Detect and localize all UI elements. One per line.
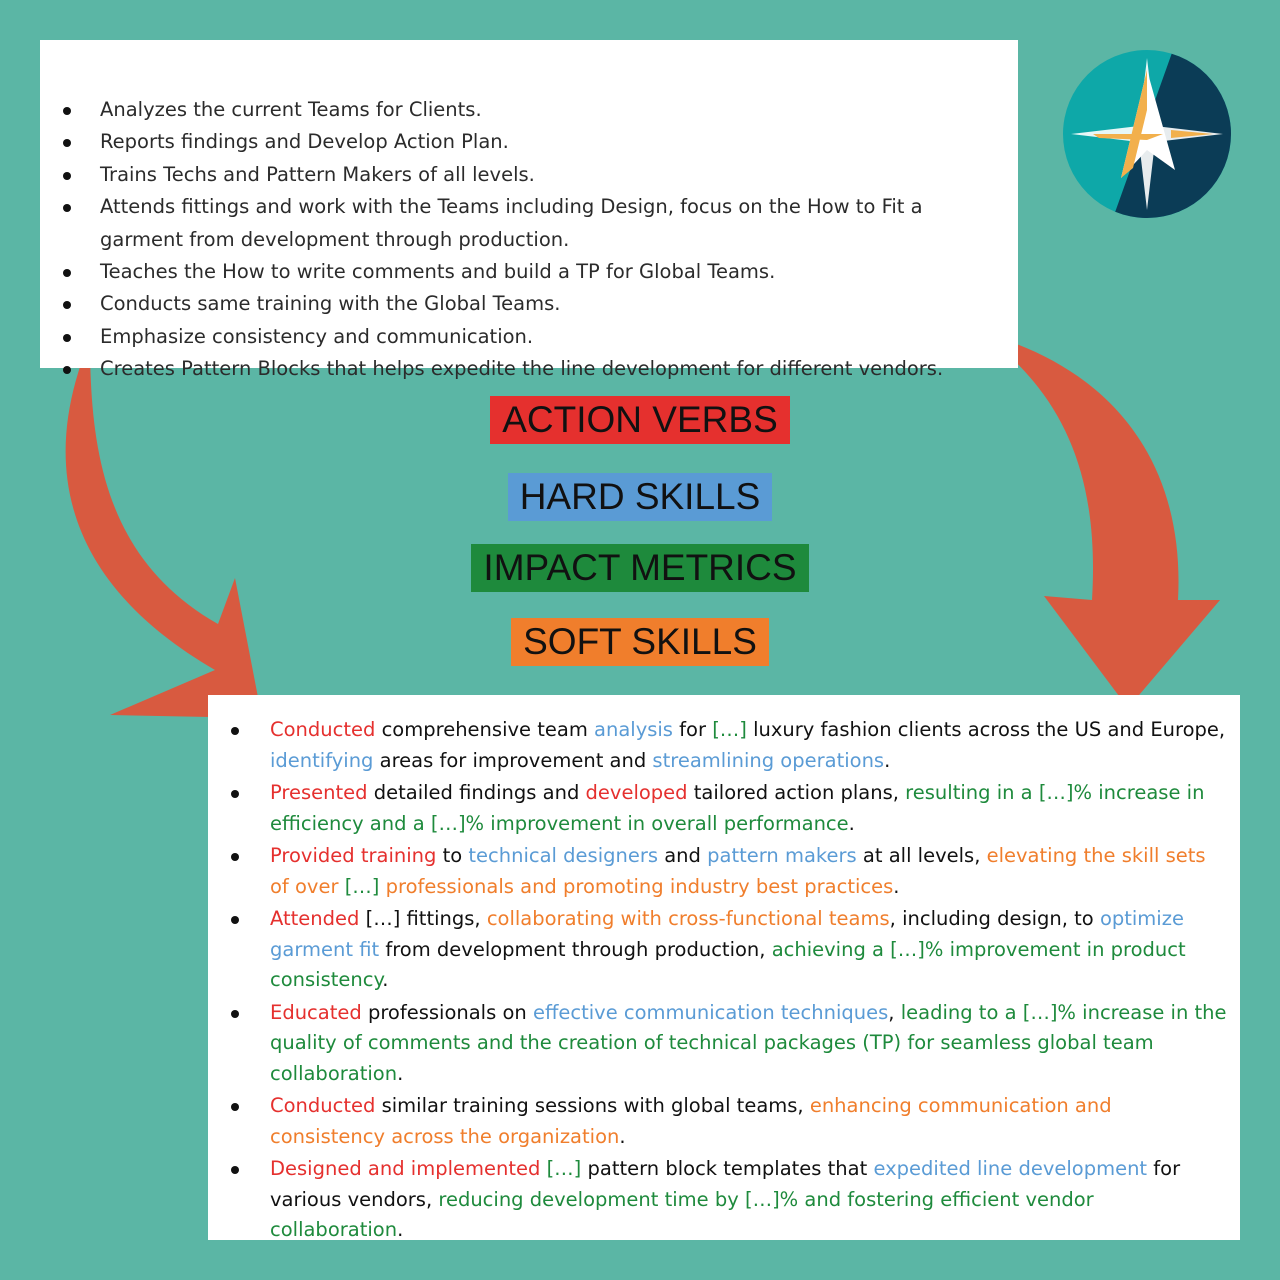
legend-impact-metrics (0, 544, 1280, 592)
original-duties-list (100, 94, 1010, 386)
bullet-segment-green: […] (712, 718, 747, 741)
bullet-segment-red: Conducted (270, 718, 376, 741)
original-duty-item: Conducts same training with the Global Teams. (100, 288, 1010, 320)
improved-bullet-item (270, 1091, 1230, 1152)
bullet-segment-blk: luxury fashion clients across the US and Europe, (746, 718, 1226, 741)
bullet-segment-orange: collaborating with cross-functional teams (486, 907, 890, 930)
bullet-segment-blue: optimize garment fit (270, 907, 1184, 961)
legend-hard-skills-label: HARD SKILLS (508, 473, 773, 521)
bullet-segment-blk: , (888, 1000, 901, 1024)
bullet-segment-blk: comprehensive team (375, 718, 595, 741)
bullet-segment-green: […] (546, 1157, 582, 1180)
bullet-segment-blue: expedited line development (873, 1157, 1148, 1180)
bullet-segment-blk: at all levels, (856, 844, 987, 867)
bullet-segment-blk: for various vendors, (270, 1157, 1181, 1211)
bullet-segment-green: achieving a […]% improvement in product consistency (270, 937, 1186, 991)
bullet-segment-green: […] (344, 874, 380, 898)
original-duty-item: Trains Techs and Pattern Makers of all levels. (100, 159, 1010, 191)
original-duty-item: Attends fittings and work with the Teams including Design, focus on the How to Fit a garment from development through production. (100, 191, 1010, 256)
bullet-segment-blk: and (658, 844, 708, 867)
original-duty-item: Emphasize consistency and communication. (100, 321, 1010, 353)
bullet-segment-green: resulting in a […]% increase in efficiency and a […]% improvement in overall performance (270, 781, 1205, 835)
bullet-segment-red: Designed and implemented (270, 1157, 541, 1180)
bullet-segment-red: developed (585, 781, 688, 804)
bullet-segment-blk: for (672, 718, 713, 741)
bullet-segment-blue: technical designers (468, 844, 659, 867)
bullet-segment-red: Provided training (270, 844, 437, 867)
improved-bullet-item (270, 778, 1230, 839)
bullet-segment-blk: . (848, 811, 855, 835)
original-duties-card (40, 40, 1018, 381)
bullet-segment-blk: , including design, to (889, 907, 1100, 930)
bullet-segment-blk: tailored action plans, (687, 781, 906, 804)
bullet-segment-red: Conducted (270, 1094, 376, 1117)
bullet-segment-blk: pattern block templates that (581, 1157, 874, 1180)
legend-action-verbs-label: ACTION VERBS (490, 396, 790, 444)
legend-soft-skills-label: SOFT SKILLS (511, 618, 769, 666)
original-duty-item: Teaches the How to write comments and build a TP for Global Teams. (100, 256, 1010, 288)
bullet-segment-blk: detailed findings and (367, 781, 586, 804)
bullet-segment-red: Attended (270, 907, 360, 930)
bullet-segment-blk: . (397, 1061, 404, 1085)
legend-impact-metrics-label: IMPACT METRICS (471, 544, 808, 592)
legend-action-verbs (0, 396, 1280, 444)
bullet-segment-orange: enhancing communication and consistency across the organization (270, 1094, 1112, 1148)
improved-bullet-item (270, 1154, 1230, 1246)
improved-bullet-item (270, 715, 1230, 776)
bullet-segment-green: reducing development time by […]% and fostering efficient vendor collaboration (270, 1187, 1094, 1241)
legend-hard-skills (0, 473, 1280, 521)
improved-bullet-item (270, 904, 1230, 996)
improved-bullet-item (270, 841, 1230, 902)
original-duty-item: Creates Pattern Blocks that helps expedite the line development for different vendors. (100, 353, 1010, 385)
logo-compass-star-icon (1063, 50, 1231, 218)
bullet-segment-blk: to (436, 844, 469, 867)
bullet-segment-orange: professionals and promoting industry best practices (379, 874, 894, 898)
improved-bullets-list (270, 715, 1230, 1248)
bullet-segment-blk: . (884, 748, 891, 772)
bullet-segment-blk: similar training sessions with global teams, (375, 1094, 810, 1117)
bullet-segment-blue: streamlining operations (652, 748, 885, 772)
bullet-segment-blue: effective communication techniques (532, 1000, 889, 1024)
bullet-segment-blk: . (619, 1124, 626, 1148)
legend-soft-skills (0, 618, 1280, 666)
bullet-segment-blk: . (893, 874, 900, 898)
bullet-segment-blk: professionals on (361, 1000, 533, 1024)
bullet-segment-blk: […] fittings, (359, 907, 487, 930)
bullet-segment-green: leading to a […]% increase in the quality of comments and the creation of technical packages (TP) for seamless global team collaboration (270, 1000, 1227, 1085)
bullet-segment-blk: . (382, 968, 389, 991)
bullet-segment-red: Educated (270, 1000, 362, 1024)
bullet-segment-blue: pattern makers (707, 844, 857, 867)
bullet-segment-blue: analysis (594, 718, 673, 741)
original-duty-item: Analyzes the current Teams for Clients. (100, 94, 1010, 126)
original-duty-item: Reports findings and Develop Action Plan. (100, 126, 1010, 158)
bullet-segment-orange: elevating the skill sets of over (270, 844, 1206, 898)
improved-bullets-card (208, 695, 1240, 1240)
improved-bullet-item (270, 998, 1230, 1090)
bullet-segment-blk: areas for improvement and (373, 748, 653, 772)
bullet-segment-blue: identifying (270, 748, 374, 772)
bullet-segment-blk: . (397, 1218, 404, 1241)
bullet-segment-red: Presented (270, 781, 368, 804)
bullet-segment-blk: from development through production, (379, 937, 772, 961)
